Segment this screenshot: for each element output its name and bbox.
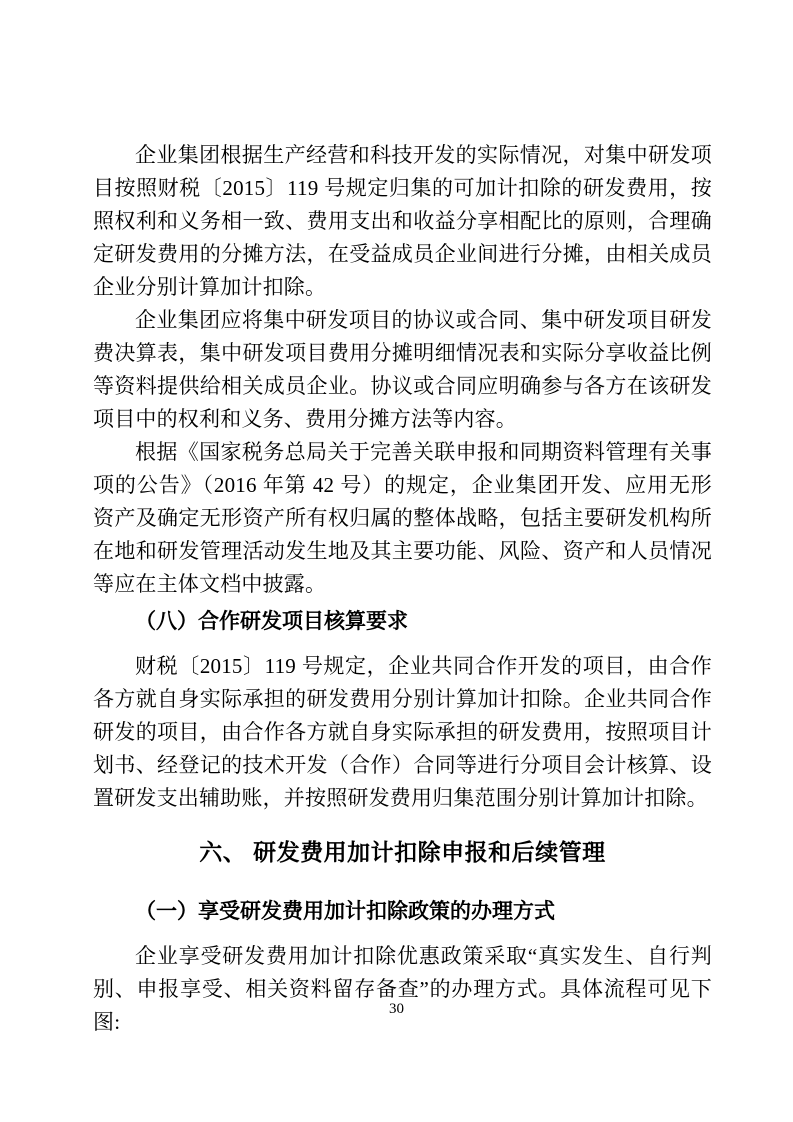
paragraph-related-filing-disclosure: 根据《国家税务总局关于完善关联申报和同期资料管理有关事项的公告》（2016 年第 42 号）的规定，企业集团开发、应用无形资产及确定无形资产所有权归属的整体战略，包括主要研发机构所在地和研发管理活动发生地及其主要功能、风险、资产和人员情况等应在主体文档中披露。 xyxy=(93,440,712,596)
paragraph-policy-handling-method: 企业享受研发费用加计扣除优惠政策采取“真实发生、自行判别、申报享受、相关资料留存备查”的办理方式。具体流程可见下图: xyxy=(93,944,712,1034)
paragraph-cooperative-rd-accounting: 财税〔2015〕119 号规定，企业共同合作开发的项目，由合作各方就自身实际承担的研发费用分别计算加计扣除。企业共同合作研发的项目，由合作各方就自身实际承担的研发费用，按照项目计划书、经登记的技术开发（合作）合同等进行分项目会计核算、设置研发支出辅助账，并按照研发费用归集范围分别计算加计扣除。 xyxy=(93,654,712,810)
paragraph-group-rd-allocation: 企业集团根据生产经营和科技开发的实际情况，对集中研发项目按照财税〔2015〕119 号规定归集的可加计扣除的研发费用，按照权利和义务相一致、费用支出和收益分享相配比的原则，合理确定研发费用的分摊方法，在受益成员企业间进行分摊，由相关成员企业分别计算加计扣除。 xyxy=(93,143,712,299)
page-number: 30 xyxy=(389,1001,404,1017)
heading-chapter-6-declaration-management: 六、 研发费用加计扣除申报和后续管理 xyxy=(199,839,606,865)
page-content xyxy=(93,139,712,1039)
paragraph-group-rd-materials: 企业集团应将集中研发项目的协议或合同、集中研发项目研发费决算表，集中研发项目费用分摊明细情况表和实际分享收益比例等资料提供给相关成员企业。协议或合同应明确参与各方在该研发项目中的权利和义务、费用分摊方法等内容。 xyxy=(93,308,712,431)
heading-section-8-cooperative-rd: （八）合作研发项目核算要求 xyxy=(135,609,408,633)
heading-section-1-handling-method: （一）享受研发费用加计扣除政策的办理方式 xyxy=(135,899,555,923)
